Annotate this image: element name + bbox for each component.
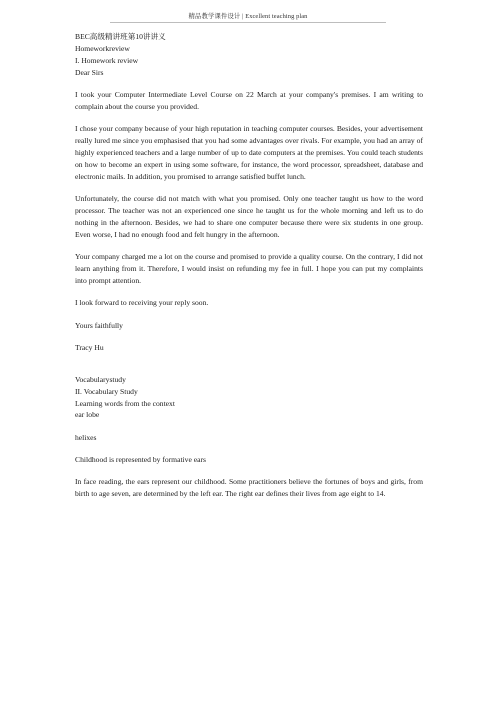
- example-sentence: Childhood is represented by formative ears: [75, 455, 206, 465]
- letter-closing: Yours faithfully: [75, 320, 123, 330]
- header-divider: [110, 22, 386, 23]
- section-label: Vocabularystudy: [75, 374, 126, 384]
- section-label: Homeworkreview: [75, 43, 130, 53]
- document-title: BEC高级精讲班第10讲讲义: [75, 32, 166, 41]
- page-header: 精品教学课件设计 | Excellent teaching plan: [188, 13, 308, 20]
- document-body: [75, 31, 423, 500]
- vocabulary-term: helixes: [75, 432, 97, 442]
- body-paragraph: In face reading, the ears represent our childhood. Some practitioners believe the fortunes of boys and girls, from birth to age seven, are determined by the left ear. The right ear defines their lives from age eight to 14.: [75, 477, 423, 499]
- subheading: Learning words from the context: [75, 398, 175, 408]
- letter-signature: Tracy Hu: [75, 342, 104, 352]
- letter-paragraph: I chose your company because of your high reputation in teaching computer courses. Besides, your advertisement really lured me since you emphasised that you had some advantages over rivals. For example, you had an array of highly experienced teachers and a large number of up to date computers at the premises. You could teach students on how to become an expert in using some software, for instance, the word processor, spreadsheet, database and electronic mails. In addition, you promised to arrange satisfied buffet lunch.: [75, 124, 423, 181]
- section-heading: II. Vocabulary Study: [75, 386, 138, 396]
- letter-paragraph: I look forward to receiving your reply soon.: [75, 298, 209, 308]
- letter-paragraph: Your company charged me a lot on the course and promised to provide a quality course. On the contrary, I did not learn anything from it. Therefore, I would insist on refunding my fee in full. I hope you can put my complaints into prompt attention.: [75, 252, 423, 285]
- letter-salutation: Dear Sirs: [75, 67, 104, 77]
- vocabulary-term: ear lobe: [75, 410, 100, 420]
- section-heading: I. Homework review: [75, 55, 139, 65]
- letter-paragraph: I took your Computer Intermediate Level Course on 22 March at your company's premises. I am writing to complain about the course you provided.: [75, 90, 423, 111]
- letter-paragraph: Unfortunately, the course did not match with what you promised. Only one teacher taught us how to the word processor. The teacher was not an experienced one since he taught us for the whole morning and left us to do nothing in the afternoon. Besides, we had to share one computer because there were six students in one group. Even worse, I had no enough food and felt hungry in the afternoon.: [75, 194, 423, 239]
